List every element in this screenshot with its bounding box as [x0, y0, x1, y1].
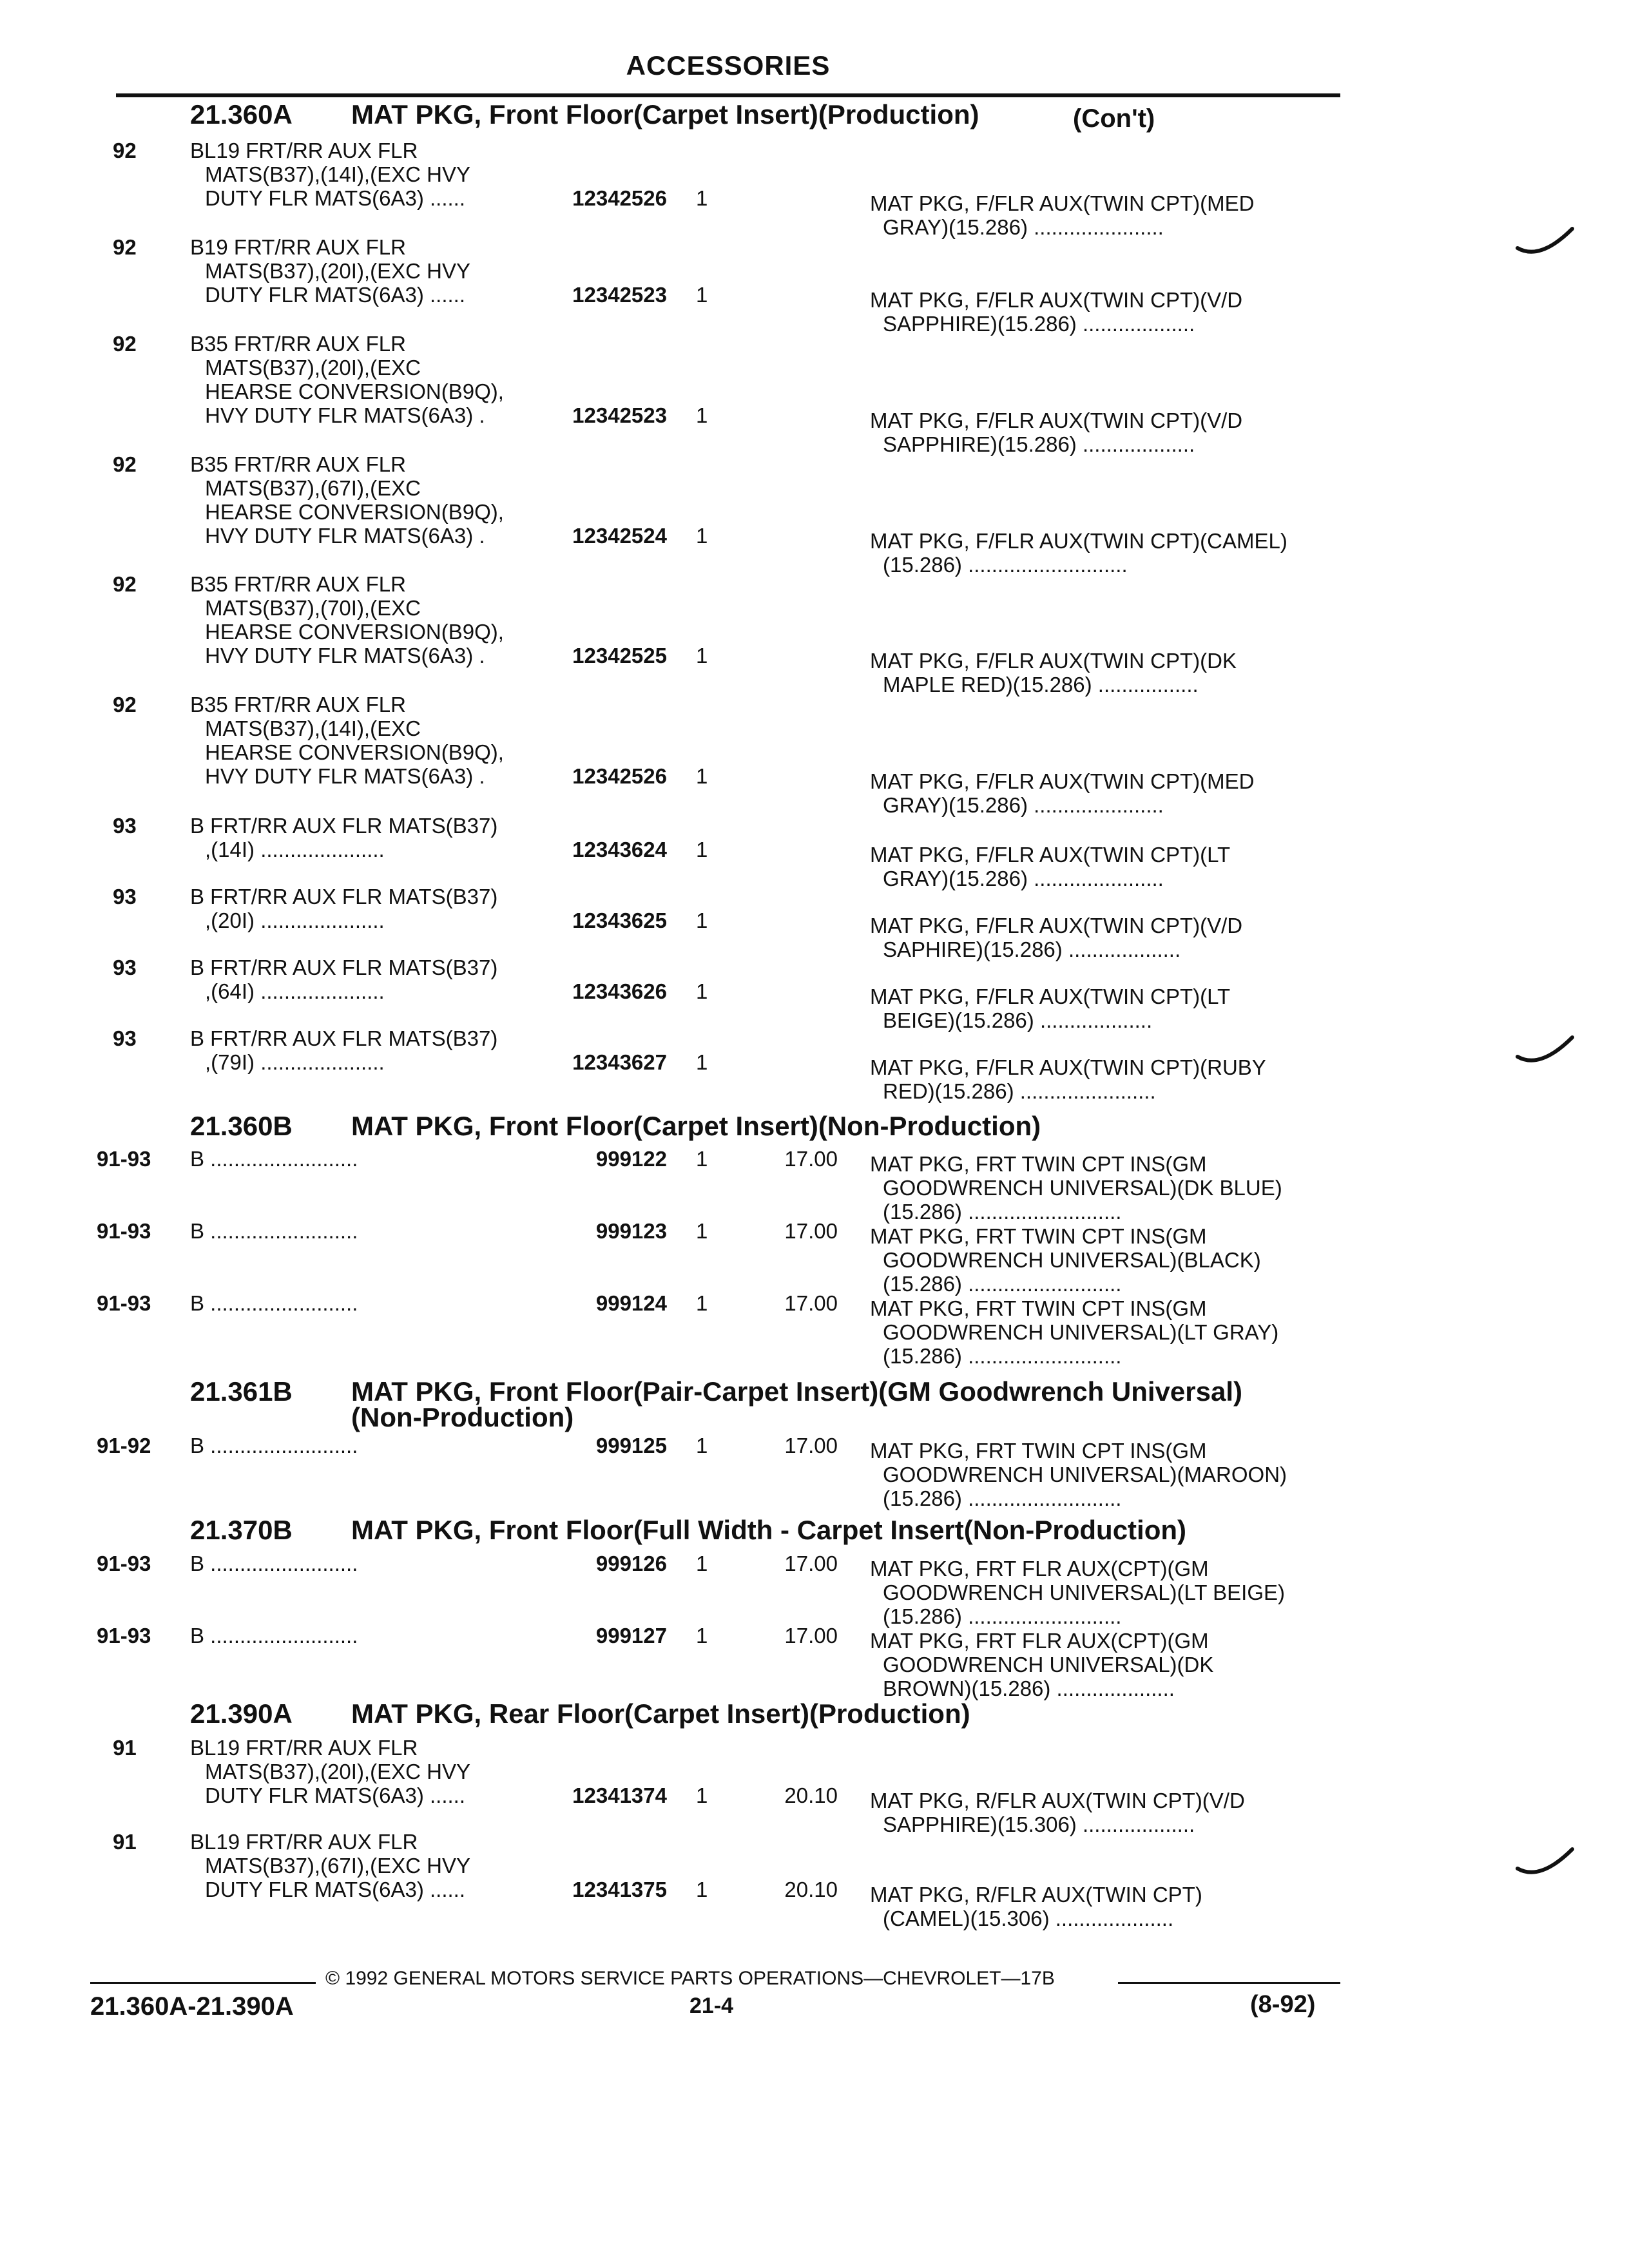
part-description-line: SAPPHIRE)(15.286) ...................: [883, 312, 1195, 336]
entry-description-line: BL19 FRT/RR AUX FLR: [190, 139, 418, 162]
section-code: 21.361B: [190, 1376, 293, 1407]
quantity: 1: [696, 838, 708, 861]
part-number: 12343625: [572, 908, 667, 932]
footer-rule-left: [90, 1982, 316, 1984]
part-description-line: GRAY)(15.286) ......................: [883, 215, 1164, 239]
quantity: 1: [696, 403, 708, 427]
entry-description-line: MATS(B37),(14I),(EXC HVY: [205, 162, 470, 186]
quantity: 1: [696, 1291, 708, 1315]
part-number: 999123: [595, 1219, 667, 1243]
entry-description-line: DUTY FLR MATS(6A3) ......: [205, 1878, 466, 1901]
quantity: 1: [696, 1878, 708, 1901]
part-description-line: MAT PKG, F/FLR AUX(TWIN CPT)(DK: [870, 649, 1237, 673]
part-description-line: MAT PKG, F/FLR AUX(TWIN CPT)(RUBY: [870, 1055, 1266, 1079]
section-title: MAT PKG, Front Floor(Carpet Insert)(Non-Production): [351, 1111, 1041, 1141]
part-number: 12342523: [572, 283, 667, 307]
part-description-line: GOODWRENCH UNIVERSAL)(BLACK): [883, 1248, 1261, 1272]
entry-description-line: BL19 FRT/RR AUX FLR: [190, 1736, 418, 1760]
entry-description-line: B .........................: [190, 1291, 358, 1315]
section-title: MAT PKG, Front Floor(Carpet Insert)(Production): [351, 99, 979, 130]
entry-description-line: HEARSE CONVERSION(B9Q),: [205, 620, 504, 644]
part-number: 12342526: [572, 764, 667, 788]
part-description-line: GRAY)(15.286) ......................: [883, 793, 1164, 817]
entry-description-line: MATS(B37),(67I),(EXC: [205, 476, 421, 500]
part-description-line: MAT PKG, FRT TWIN CPT INS(GM: [870, 1224, 1207, 1248]
part-number: 12341375: [572, 1878, 667, 1901]
entry-description-line: B .........................: [190, 1552, 358, 1575]
part-description-line: MAT PKG, R/FLR AUX(TWIN CPT)(V/D: [870, 1789, 1245, 1812]
part-description-line: (15.286) ..........................: [883, 1486, 1122, 1510]
entry-description-line: HEARSE CONVERSION(B9Q),: [205, 740, 504, 764]
entry-description-line: MATS(B37),(70I),(EXC: [205, 596, 421, 620]
price: 17.00: [784, 1291, 838, 1315]
entry-description-line: B FRT/RR AUX FLR MATS(B37): [190, 1026, 498, 1050]
entry-year: 92: [113, 139, 137, 162]
entry-year: 92: [113, 452, 137, 476]
entry-description-line: HVY DUTY FLR MATS(6A3) .: [205, 644, 485, 668]
entry-description-line: HVY DUTY FLR MATS(6A3) .: [205, 403, 485, 427]
entry-description-line: ,(20I) .....................: [205, 908, 385, 932]
part-description-line: MAT PKG, F/FLR AUX(TWIN CPT)(CAMEL): [870, 529, 1287, 553]
quantity: 1: [696, 908, 708, 932]
entry-description-line: BL19 FRT/RR AUX FLR: [190, 1830, 418, 1854]
entry-year: 92: [113, 572, 137, 596]
entry-description-line: B35 FRT/RR AUX FLR: [190, 572, 406, 596]
entry-description-line: B .........................: [190, 1434, 358, 1457]
part-number: 999122: [595, 1147, 667, 1171]
quantity: 1: [696, 979, 708, 1003]
quantity: 1: [696, 283, 708, 307]
entry-year: 91-93: [97, 1291, 151, 1315]
section-code: 21.370B: [190, 1515, 293, 1545]
footer-rule-right: [1118, 1982, 1340, 1984]
quantity: 1: [696, 186, 708, 210]
footer-date: (8-92): [1250, 1991, 1316, 2018]
part-description-line: (CAMEL)(15.306) ....................: [883, 1907, 1174, 1930]
entry-year: 92: [113, 693, 137, 716]
part-number: 12341374: [572, 1783, 667, 1807]
part-number: 12343626: [572, 979, 667, 1003]
entry-year: 93: [113, 814, 137, 838]
quantity: 1: [696, 1147, 708, 1171]
entry-description-line: ,(64I) .....................: [205, 979, 385, 1003]
entry-year: 91: [113, 1830, 137, 1854]
entry-description-line: ,(14I) .....................: [205, 838, 385, 861]
entry-description-line: MATS(B37),(20I),(EXC HVY: [205, 1760, 470, 1783]
part-description-line: (15.286) ...........................: [883, 553, 1128, 577]
footer-copyright: © 1992 GENERAL MOTORS SERVICE PARTS OPERATIONS—CHEVROLET—17B: [325, 1968, 1055, 1989]
section-title: MAT PKG, Front Floor(Full Width - Carpet Insert(Non-Production): [351, 1515, 1187, 1545]
section-code: 21.360A: [190, 99, 293, 130]
page-header: ACCESSORIES: [626, 50, 831, 81]
part-description-line: MAT PKG, F/FLR AUX(TWIN CPT)(MED: [870, 191, 1255, 215]
part-description-line: MAPLE RED)(15.286) .................: [883, 673, 1199, 697]
quantity: 1: [696, 1783, 708, 1807]
check-mark-icon: [1514, 1846, 1579, 1885]
entry-description-line: MATS(B37),(20I),(EXC: [205, 356, 421, 380]
part-description-line: (15.286) ..........................: [883, 1272, 1122, 1296]
price: 17.00: [784, 1219, 838, 1243]
entry-year: 91: [113, 1736, 137, 1760]
entry-year: 93: [113, 956, 137, 979]
part-number: 12342524: [572, 524, 667, 548]
entry-description-line: B FRT/RR AUX FLR MATS(B37): [190, 885, 498, 908]
entry-description-line: HEARSE CONVERSION(B9Q),: [205, 500, 504, 524]
part-number: 12343624: [572, 838, 667, 861]
part-description-line: MAT PKG, FRT TWIN CPT INS(GM: [870, 1152, 1207, 1176]
footer-page-number: 21-4: [689, 1994, 734, 2018]
part-description-line: (15.286) ..........................: [883, 1200, 1122, 1224]
section-continued: (Con't): [1073, 104, 1155, 133]
part-number: 999127: [595, 1624, 667, 1648]
part-description-line: MAT PKG, F/FLR AUX(TWIN CPT)(V/D: [870, 288, 1243, 312]
part-description-line: GOODWRENCH UNIVERSAL)(DK BLUE): [883, 1176, 1282, 1200]
quantity: 1: [696, 1434, 708, 1457]
part-description-line: MAT PKG, FRT TWIN CPT INS(GM: [870, 1439, 1207, 1463]
section-title: MAT PKG, Rear Floor(Carpet Insert)(Production): [351, 1698, 970, 1729]
quantity: 1: [696, 1050, 708, 1074]
part-number: 999124: [595, 1291, 667, 1315]
quantity: 1: [696, 1552, 708, 1575]
part-description-line: SAPPHIRE)(15.286) ...................: [883, 432, 1195, 456]
part-number: 12343627: [572, 1050, 667, 1074]
entry-description-line: HVY DUTY FLR MATS(6A3) .: [205, 764, 485, 788]
section-title: MAT PKG, Front Floor(Pair-Carpet Insert)(GM Goodwrench Universal): [351, 1376, 1242, 1407]
entry-year: 92: [113, 332, 137, 356]
entry-year: 91-93: [97, 1624, 151, 1648]
section-code: 21.360B: [190, 1111, 293, 1141]
entry-description-line: B35 FRT/RR AUX FLR: [190, 693, 406, 716]
part-number: 12342526: [572, 186, 667, 210]
part-description-line: GOODWRENCH UNIVERSAL)(MAROON): [883, 1463, 1287, 1486]
entry-description-line: B .........................: [190, 1147, 358, 1171]
part-description-line: SAPPHIRE)(15.306) ...................: [883, 1812, 1195, 1836]
part-description-line: GOODWRENCH UNIVERSAL)(DK: [883, 1653, 1214, 1677]
entry-description-line: DUTY FLR MATS(6A3) ......: [205, 283, 466, 307]
entry-description-line: DUTY FLR MATS(6A3) ......: [205, 1783, 466, 1807]
part-description-line: BROWN)(15.286) ....................: [883, 1677, 1175, 1700]
part-description-line: GOODWRENCH UNIVERSAL)(LT GRAY): [883, 1320, 1279, 1344]
price: 17.00: [784, 1147, 838, 1171]
part-description-line: MAT PKG, FRT TWIN CPT INS(GM: [870, 1296, 1207, 1320]
price: 17.00: [784, 1434, 838, 1457]
price: 20.10: [784, 1783, 838, 1807]
part-description-line: MAT PKG, F/FLR AUX(TWIN CPT)(LT: [870, 985, 1231, 1008]
part-description-line: MAT PKG, F/FLR AUX(TWIN CPT)(V/D: [870, 914, 1243, 937]
part-number: 12342523: [572, 403, 667, 427]
entry-description-line: B35 FRT/RR AUX FLR: [190, 452, 406, 476]
part-description-line: (15.286) ..........................: [883, 1344, 1122, 1368]
entry-description-line: B FRT/RR AUX FLR MATS(B37): [190, 956, 498, 979]
part-description-line: SAPHIRE)(15.286) ...................: [883, 937, 1181, 961]
part-description-line: GOODWRENCH UNIVERSAL)(LT BEIGE): [883, 1581, 1286, 1604]
price: 17.00: [784, 1552, 838, 1575]
entry-description-line: DUTY FLR MATS(6A3) ......: [205, 186, 466, 210]
part-description-line: MAT PKG, F/FLR AUX(TWIN CPT)(V/D: [870, 408, 1243, 432]
header-rule: [116, 93, 1340, 97]
entry-year: 92: [113, 235, 137, 259]
entry-description-line: MATS(B37),(14I),(EXC: [205, 716, 421, 740]
footer-range: 21.360A-21.390A: [90, 1992, 294, 2021]
entry-description-line: ,(79I) .....................: [205, 1050, 385, 1074]
quantity: 1: [696, 1624, 708, 1648]
entry-description-line: B19 FRT/RR AUX FLR: [190, 235, 406, 259]
part-description-line: MAT PKG, FRT FLR AUX(CPT)(GM: [870, 1557, 1209, 1581]
part-number: 12342525: [572, 644, 667, 668]
part-description-line: GRAY)(15.286) ......................: [883, 867, 1164, 890]
entry-year: 91-93: [97, 1552, 151, 1575]
entry-year: 91-92: [97, 1434, 151, 1457]
quantity: 1: [696, 644, 708, 668]
part-description-line: MAT PKG, FRT FLR AUX(CPT)(GM: [870, 1629, 1209, 1653]
price: 17.00: [784, 1624, 838, 1648]
part-description-line: (15.286) ..........................: [883, 1604, 1122, 1628]
entry-year: 93: [113, 885, 137, 908]
entry-description-line: MATS(B37),(20I),(EXC HVY: [205, 259, 470, 283]
quantity: 1: [696, 764, 708, 788]
entry-description-line: HVY DUTY FLR MATS(6A3) .: [205, 524, 485, 548]
price: 20.10: [784, 1878, 838, 1901]
check-mark-icon: [1514, 1034, 1579, 1073]
entry-description-line: HEARSE CONVERSION(B9Q),: [205, 380, 504, 403]
entry-description-line: B FRT/RR AUX FLR MATS(B37): [190, 814, 498, 838]
quantity: 1: [696, 524, 708, 548]
section-title-line2: (Non-Production): [351, 1402, 574, 1432]
entry-description-line: B35 FRT/RR AUX FLR: [190, 332, 406, 356]
part-description-line: BEIGE)(15.286) ...................: [883, 1008, 1153, 1032]
part-description-line: MAT PKG, F/FLR AUX(TWIN CPT)(MED: [870, 769, 1255, 793]
section-code: 21.390A: [190, 1698, 293, 1729]
part-number: 999126: [595, 1552, 667, 1575]
entry-year: 93: [113, 1026, 137, 1050]
part-description-line: RED)(15.286) .......................: [883, 1079, 1156, 1103]
quantity: 1: [696, 1219, 708, 1243]
check-mark-icon: [1514, 226, 1579, 264]
entry-year: 91-93: [97, 1147, 151, 1171]
entry-description-line: B .........................: [190, 1624, 358, 1648]
entry-description-line: MATS(B37),(67I),(EXC HVY: [205, 1854, 470, 1878]
part-number: 999125: [595, 1434, 667, 1457]
entry-description-line: B .........................: [190, 1219, 358, 1243]
part-description-line: MAT PKG, F/FLR AUX(TWIN CPT)(LT: [870, 843, 1231, 867]
part-description-line: MAT PKG, R/FLR AUX(TWIN CPT): [870, 1883, 1202, 1907]
entry-year: 91-93: [97, 1219, 151, 1243]
